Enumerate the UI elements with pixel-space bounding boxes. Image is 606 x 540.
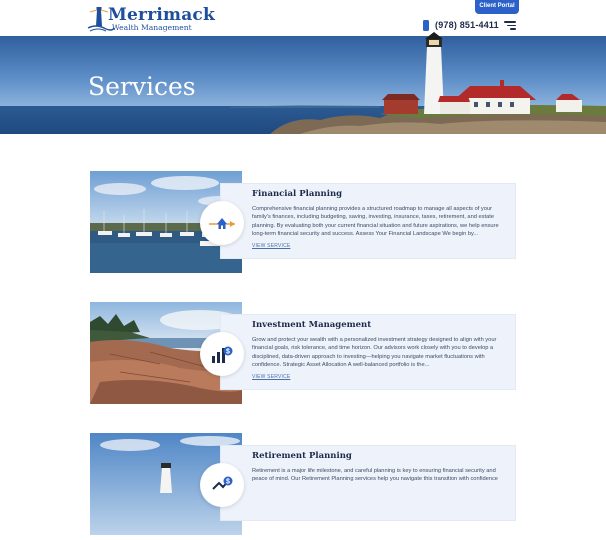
view-service-link[interactable]: VIEW SERVICE	[252, 374, 291, 380]
service-badge	[200, 463, 244, 507]
service-title: Investment Management	[252, 320, 372, 330]
site-header	[0, 0, 606, 36]
phone-icon	[423, 20, 429, 31]
service-description: Retirement is a major life milestone, and careful planning is key to ensuring financial security and peace of mind. Our Retirement Planning services help you navigate this transition with confidence	[252, 468, 498, 483]
hero-banner	[0, 36, 606, 134]
service-card-financial-planning	[90, 171, 516, 275]
service-badge	[200, 332, 244, 376]
page-title: Services	[88, 72, 196, 101]
view-service-link[interactable]: VIEW SERVICE	[252, 243, 291, 249]
service-card-retirement-planning	[90, 433, 516, 537]
logo-name: Merrimack	[108, 5, 215, 25]
client-portal-button[interactable]: Client Portal	[475, 0, 519, 14]
phone-link[interactable]	[423, 19, 499, 31]
phone-number: (978) 851-4411	[435, 20, 499, 30]
service-description: Comprehensive financial planning provides a structured roadmap to manage all aspects of your family's finances, including budgeting, saving, investing, insurance, taxes, retirement, and estate planning. By evaluating both your current financial situation and future aspirations, we help ensure long-term financial security and success. Assess Your Financial Landscape We begin by...	[252, 206, 499, 238]
service-title: Retirement Planning	[252, 451, 352, 461]
bar-chart-dollar-icon	[211, 344, 233, 364]
logo[interactable]	[88, 4, 215, 32]
logo-tagline: Wealth Management	[112, 23, 192, 32]
service-title: Financial Planning	[252, 189, 343, 199]
svg-text:$: $	[226, 478, 230, 486]
retirement-icon	[211, 475, 233, 495]
service-description: Grow and protect your wealth with a personalized investment strategy designed to align with your financial goals, risk tolerance, and time horizon. Our advisors work closely with you to develop a disciplined, data-driven approach to investing—helping you navigate market fluctuations with confidence. Strategic Asset Allocation A well-balanced portfolio is the...	[252, 337, 497, 369]
service-badge	[200, 201, 244, 245]
svg-text:$: $	[226, 348, 230, 356]
house-arrow-icon	[209, 215, 235, 231]
service-card-investment-management	[90, 302, 516, 406]
menu-icon[interactable]	[504, 20, 516, 30]
